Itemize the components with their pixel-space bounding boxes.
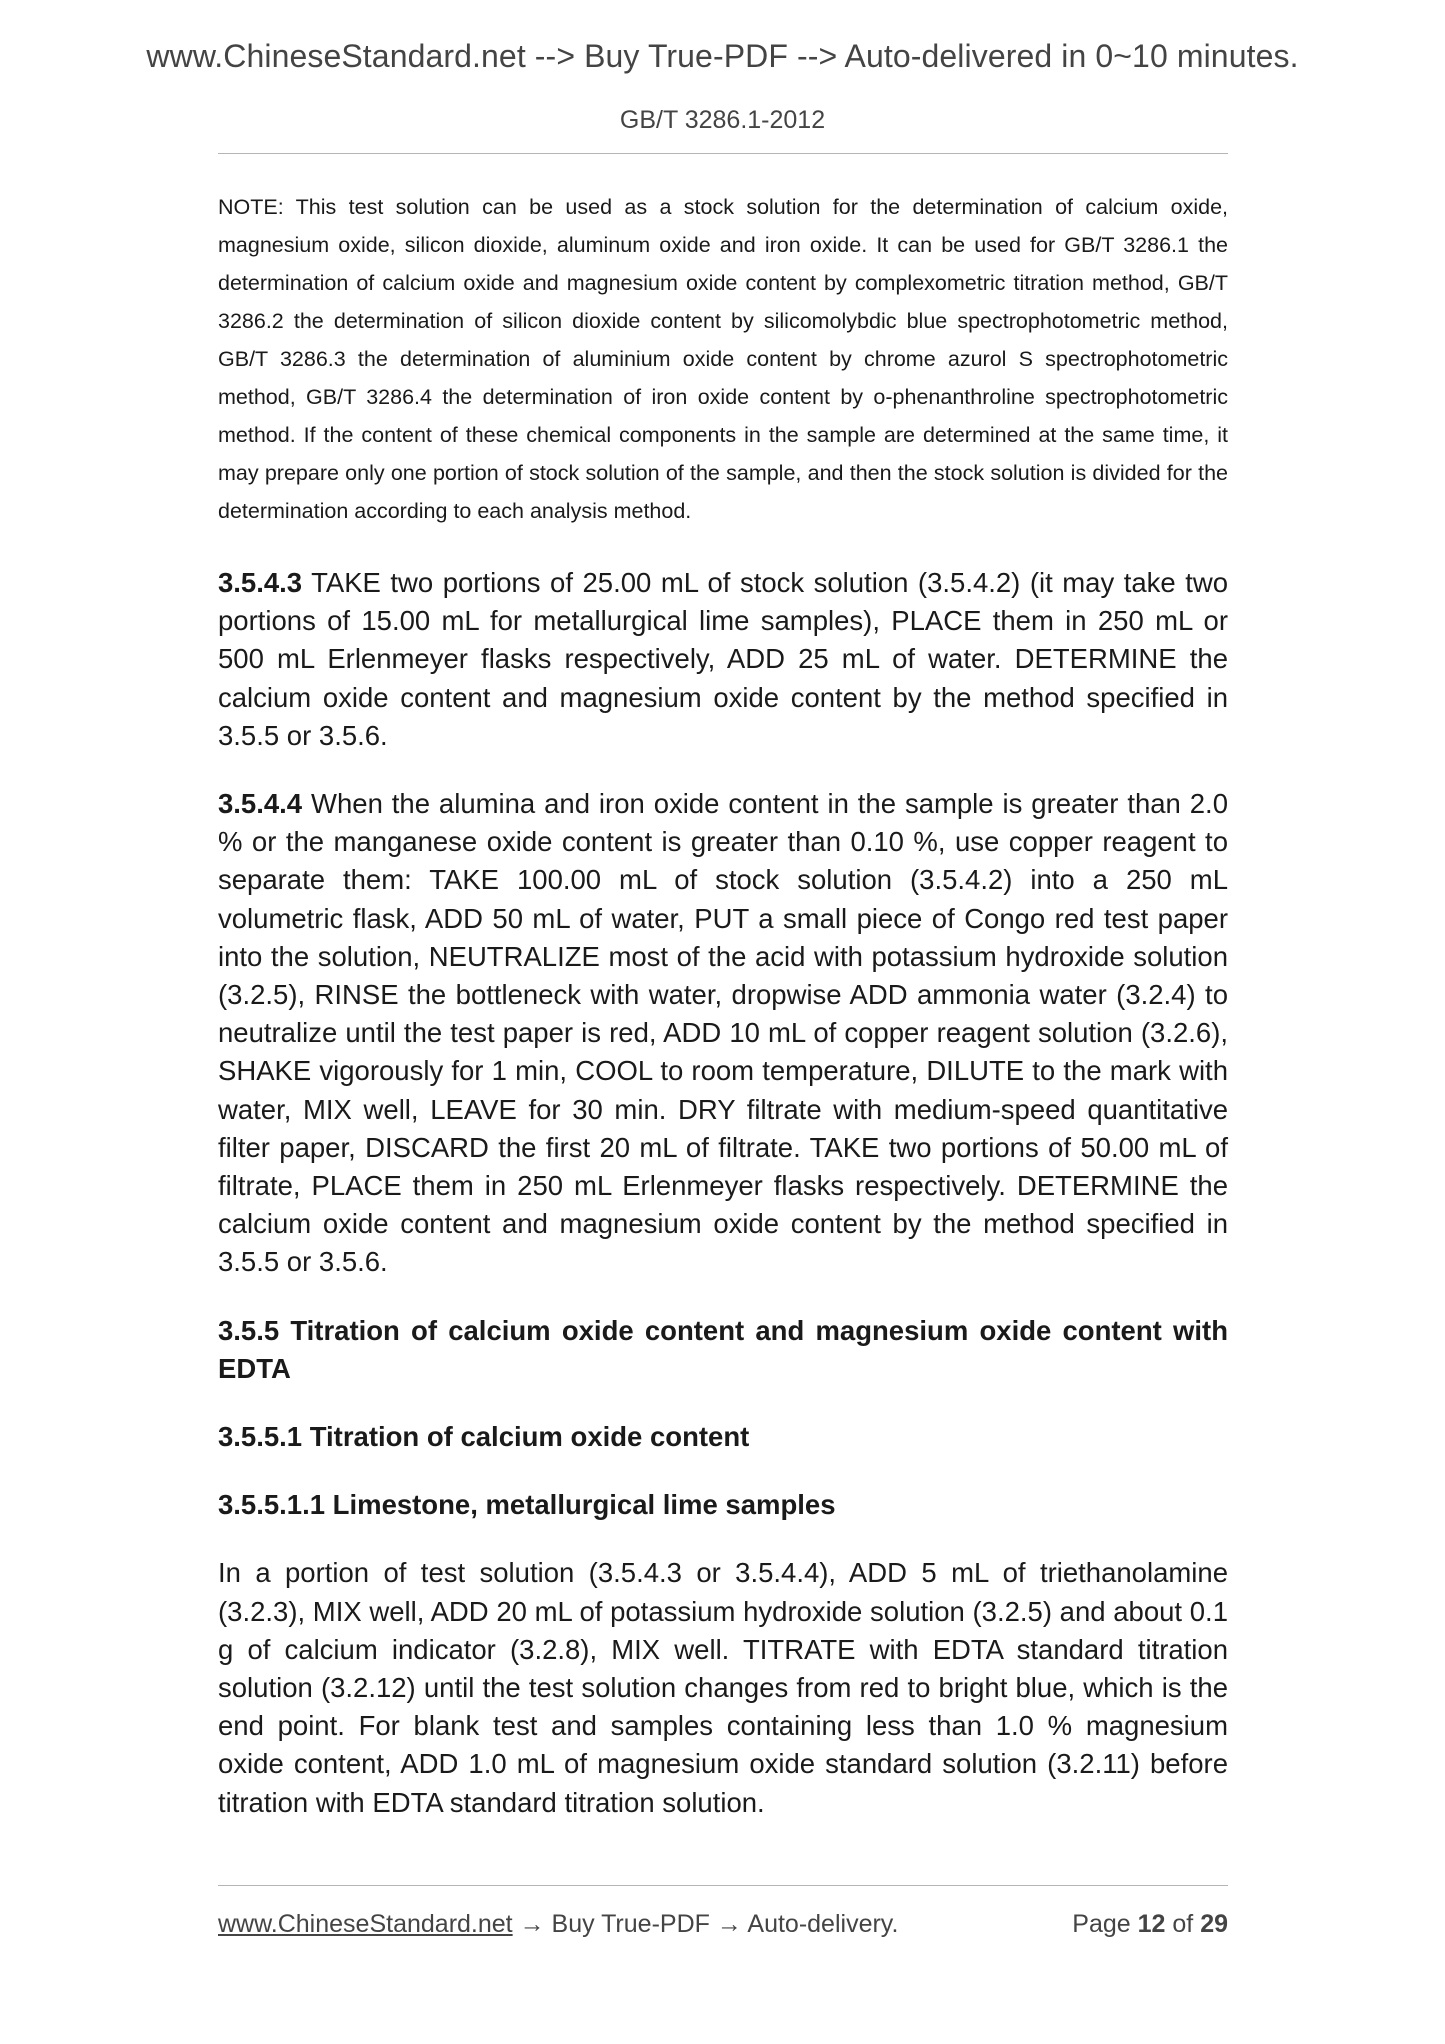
- clause-text: When the alumina and iron oxide content in the sample is greater than 2.0 % or the manganese oxide content is greater than 0.10 %, use copper reagent to separate them: TAKE 100.00 mL of stock solution (3.5.4.2) into a 250 mL volumetric flask, ADD 50 mL of water, PUT a small piece of Congo red test paper into the solution, NEUTRALIZE most of the acid with potassium hydroxide solution (3.2.5), RINSE the bottleneck with water, dropwise ADD ammonia water (3.2.4) to neutralize until the test paper is red, ADD 10 mL of copper reagent solution (3.2.6), SHAKE vigorously for 1 min, COOL to room temperature, DILUTE to the mark with water, MIX well, LEAVE for 30 min. DRY filtrate with medium-speed quantitative filter paper, DISCARD the first 20 mL of filtrate. TAKE two portions of 50.00 mL of filtrate, PLACE them in 250 mL Erlenmeyer flasks respectively. DETERMINE the calcium oxide content and magnesium oxide content by the method specified in 3.5.5 or 3.5.6.: [218, 788, 1228, 1278]
- header-banner: www.ChineseStandard.net --> Buy True-PDF --> Auto-delivered in 0~10 minutes.: [146, 38, 1299, 74]
- page-footer: [218, 1910, 1228, 1944]
- page-body: [218, 188, 1228, 1822]
- clause-3-5-4-4: [218, 785, 1228, 1282]
- footer-divider: [218, 1885, 1228, 1886]
- heading-3-5-5-1: 3.5.5.1 Titration of calcium oxide content: [218, 1421, 750, 1453]
- footer-left: [218, 1910, 898, 1939]
- header-divider: [218, 153, 1228, 154]
- clause-number: 3.5.4.4: [218, 788, 303, 820]
- clause-3-5-4-3: [218, 564, 1228, 755]
- standard-code: GB/T 3286.1-2012: [619, 106, 826, 134]
- clause-number: 3.5.4.3: [218, 567, 303, 598]
- clause-text: TAKE two portions of 25.00 mL of stock solution (3.5.4.2) (it may take two portions of 15.00 mL for metallurgical lime samples), PLACE them in 250 mL or 500 mL Erlenmeyer flasks respectively, ADD 25 mL of water. DETERMINE the calcium oxide content and magnesium oxide content by the method specified in 3.5.5 or 3.5.6.: [218, 567, 1228, 751]
- heading-3-5-5-1-1: 3.5.5.1.1 Limestone, metallurgical lime samples: [218, 1489, 836, 1521]
- footer-tagline: → Buy True-PDF → Auto-delivery.: [512, 1910, 899, 1938]
- total-pages: 29: [1200, 1910, 1228, 1938]
- heading-3-5-5: 3.5.5 Titration of calcium oxide content and magnesium oxide content with EDTA: [218, 1314, 1228, 1384]
- page-number: Page 12 of 29: [1072, 1910, 1228, 1938]
- current-page: 12: [1137, 1910, 1166, 1938]
- note-paragraph: NOTE: This test solution can be used as a stock solution for the determination of calcium oxide, magnesium oxide, silicon dioxide, aluminum oxide and iron oxide. It can be used for GB/T 3286.1 the determination of calcium oxide and magnesium oxide content by complexometric titration method, GB/T 3286.2 the determination of silicon dioxide content by silicomolybdic blue spectrophotometric method, GB/T 3286.3 the determination of aluminium oxide content by chrome azurol S spectrophotometric method, GB/T 3286.4 the determination of iron oxide content by o-phenanthroline spectrophotometric method. If the content of these chemical components in the sample are determined at the same time, it may prepare only one portion of stock solution of the sample, and then the stock solution is divided for the determination according to each analysis method.: [218, 195, 1228, 523]
- procedure-paragraph: In a portion of test solution (3.5.4.3 or 3.5.4.4), ADD 5 mL of triethanolamine (3.2.3), MIX well, ADD 20 mL of potassium hydroxide solution (3.2.5) and about 0.1 g of calcium indicator (3.2.8), MIX well. TITRATE with EDTA standard titration solution (3.2.12) until the test solution changes from red to bright blue, which is the end point. For blank test and samples containing less than 1.0 % magnesium oxide content, ADD 1.0 mL of magnesium oxide standard solution (3.2.11) before titration with EDTA standard titration solution.: [218, 1557, 1228, 1818]
- site-link[interactable]: www.ChineseStandard.net: [218, 1910, 513, 1938]
